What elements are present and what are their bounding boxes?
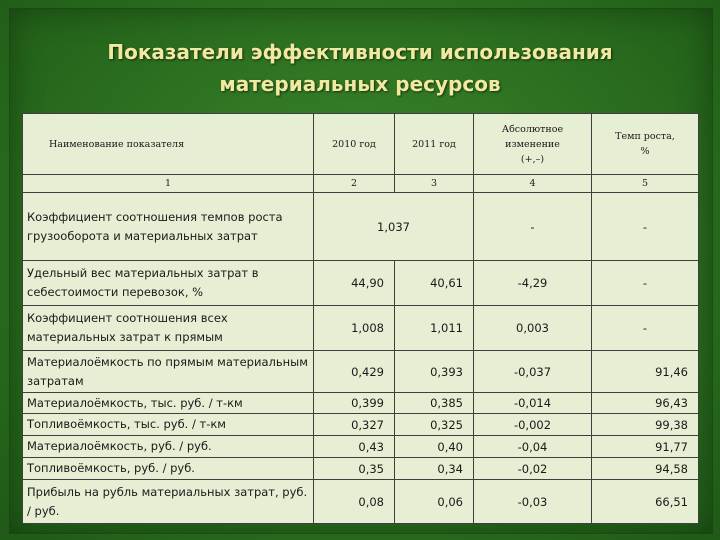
row-abs-change: -0,014: [474, 393, 592, 414]
row-value-2011: 0,40: [395, 436, 474, 458]
row-name: Топливоёмкость, тыс. руб. / т-км: [23, 414, 314, 436]
table-row: [23, 436, 699, 458]
row-name: Материалоёмкость, руб. / руб.: [23, 436, 314, 458]
row-abs-change: -0,04: [474, 436, 592, 458]
row-name: Коэффициент соотношения темпов роста грузооборота и материальных затрат: [23, 193, 314, 261]
row-value-2010: 0,429: [314, 351, 395, 393]
col-number: 1: [23, 175, 314, 193]
col-number: 5: [592, 175, 699, 193]
row-growth-rate: -: [592, 193, 699, 261]
row-value-2011: 0,325: [395, 414, 474, 436]
header-2011: 2011 год: [395, 114, 474, 175]
header-abs-line-3: (+,–): [520, 153, 545, 165]
row-value-2010: 0,35: [314, 458, 395, 480]
row-name: Коэффициент соотношения всех материальных затрат к прямым: [23, 306, 314, 351]
header-name: Наименование показателя: [23, 114, 314, 175]
row-growth-rate: 91,77: [592, 436, 699, 458]
row-value-2010: 0,43: [314, 436, 395, 458]
row-value-2011: 0,34: [395, 458, 474, 480]
col-number: 2: [314, 175, 395, 193]
row-abs-change: -0,02: [474, 458, 592, 480]
header-rate-line-1: Темп роста,: [615, 131, 675, 142]
row-growth-rate: 99,38: [592, 414, 699, 436]
indicators-table: [22, 113, 699, 524]
row-value-2010: 0,08: [314, 480, 395, 524]
header-abs-change: [474, 114, 592, 175]
table-header-row: [23, 114, 699, 175]
row-value-2011: 0,385: [395, 393, 474, 414]
row-value-2010: 44,90: [314, 261, 395, 306]
table-row: [23, 261, 699, 306]
row-abs-change: -0,002: [474, 414, 592, 436]
row-name: Материалоёмкость по прямым материальным затратам: [23, 351, 314, 393]
header-2010: 2010 год: [314, 114, 395, 175]
table-row: [23, 351, 699, 393]
row-name: Прибыль на рубль материальных затрат, руб. / руб.: [23, 480, 314, 524]
row-growth-rate: 96,43: [592, 393, 699, 414]
row-name: Материалоёмкость, тыс. руб. / т-км: [23, 393, 314, 414]
table-row: [23, 393, 699, 414]
table-row: [23, 480, 699, 524]
row-abs-change: 0,003: [474, 306, 592, 351]
header-abs-line-1: Абсолютное: [501, 123, 564, 135]
row-abs-change: -0,037: [474, 351, 592, 393]
slide-title: [0, 36, 720, 100]
table-row: [23, 414, 699, 436]
table-row: [23, 458, 699, 480]
header-rate-line-2: %: [640, 146, 650, 157]
column-number-row: [23, 175, 699, 193]
title-line-1: Показатели эффективности использования: [107, 40, 613, 64]
row-name: Удельный вес материальных затрат в себестоимости перевозок, %: [23, 261, 314, 306]
row-value-2011: 40,61: [395, 261, 474, 306]
col-number: 4: [474, 175, 592, 193]
row-value-2010: 1,008: [314, 306, 395, 351]
row-abs-change: -0,03: [474, 480, 592, 524]
title-line-2: материальных ресурсов: [219, 72, 501, 96]
row-growth-rate: -: [592, 261, 699, 306]
row-abs-change: -: [474, 193, 592, 261]
table-row: [23, 193, 699, 261]
row-value-2011: 0,393: [395, 351, 474, 393]
row-growth-rate: 94,58: [592, 458, 699, 480]
table-row: [23, 306, 699, 351]
row-growth-rate: 66,51: [592, 480, 699, 524]
row-value-2011: 0,06: [395, 480, 474, 524]
col-number: 3: [395, 175, 474, 193]
row-growth-rate: -: [592, 306, 699, 351]
row-name: Топливоёмкость, руб. / руб.: [23, 458, 314, 480]
header-abs-line-2: изменение: [505, 138, 560, 150]
row-value-2010: 0,399: [314, 393, 395, 414]
row-merged-value: 1,037: [314, 193, 474, 261]
header-growth-rate: [592, 114, 699, 175]
row-growth-rate: 91,46: [592, 351, 699, 393]
row-value-2010: 0,327: [314, 414, 395, 436]
row-value-2011: 1,011: [395, 306, 474, 351]
row-abs-change: -4,29: [474, 261, 592, 306]
